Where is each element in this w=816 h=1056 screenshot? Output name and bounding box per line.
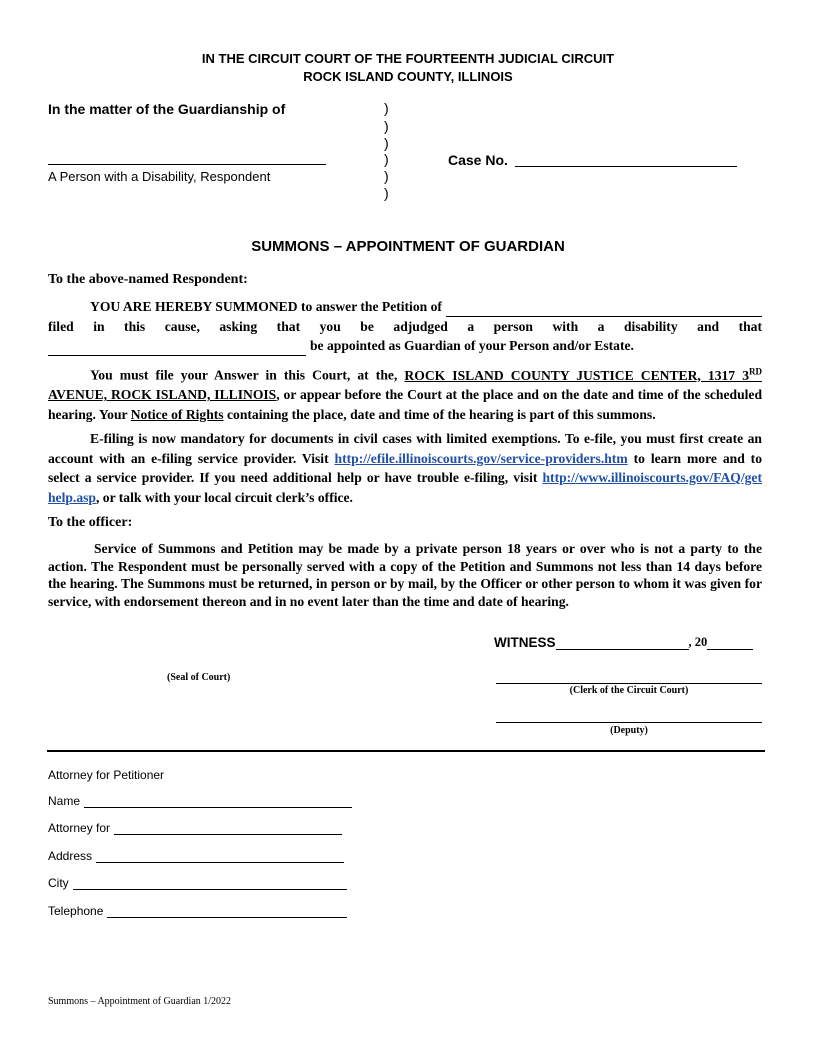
appear-text: , or appear before the Court at the place and on the date and time of the scheduled hearing. Your (48, 387, 762, 422)
caption-paren: ) (384, 168, 389, 184)
name-field[interactable] (84, 795, 352, 808)
attorney-for-field[interactable] (114, 822, 342, 835)
address-row (48, 849, 344, 863)
attorney-for-row (48, 821, 342, 835)
filed-text: filed in this cause, asking that you be adjudged a person with a disability and that (48, 318, 762, 334)
section-divider (47, 750, 765, 752)
name-label: Name (48, 794, 81, 808)
matter-label: In the matter of the Guardianship of (48, 101, 286, 117)
paragraph-efiling (48, 429, 762, 507)
telephone-label: Telephone (48, 904, 104, 918)
document-title: SUMMONS – APPOINTMENT OF GUARDIAN (251, 238, 565, 255)
clerk-signature-line[interactable] (496, 683, 762, 684)
notice-of-rights: Notice of Rights (130, 406, 224, 422)
caption-paren: ) (384, 151, 389, 167)
city-label: City (48, 876, 69, 890)
salutation: To the above-named Respondent: (48, 272, 248, 287)
respondent-label: A Person with a Disability, Respondent (48, 169, 271, 184)
form-footer: Summons – Appointment of Guardian 1/2022 (48, 996, 232, 1007)
summoned-text: YOU ARE HEREBY SUMMONED to answer the Petition of (90, 299, 442, 314)
guardian-name-field[interactable] (48, 341, 306, 356)
attorney-name-row (48, 794, 352, 808)
caption-paren: ) (384, 118, 389, 134)
efiling-text: E-filing is now mandatory for documents in civil cases with limited exemptions. To e-file, you must first create an account with an e-filing service provider. Visit (48, 431, 762, 466)
paragraph-summoned (48, 297, 762, 356)
telephone-field[interactable] (107, 905, 347, 918)
court-name: IN THE CIRCUIT COURT OF THE FOURTEENTH JUDICIAL CIRCUIT (201, 51, 615, 66)
witness-line (494, 635, 753, 650)
petitioner-name-field[interactable] (446, 302, 762, 317)
county-name: ROCK ISLAND COUNTY, ILLINOIS (303, 69, 513, 84)
efiling-text-2: to learn more and to select a service provider. If you need additional help or have trouble e-filing, visit (48, 450, 762, 485)
attorney-heading: Attorney for Petitioner (48, 768, 165, 782)
deputy-signature-line[interactable] (496, 722, 762, 723)
notice-text: containing the place, date and time of the hearing is part of this summons. (227, 406, 656, 422)
seal-label: (Seal of Court) (167, 672, 231, 683)
case-no-label: Case No. (448, 152, 508, 168)
deputy-label: (Deputy) (610, 725, 648, 736)
city-field[interactable] (73, 877, 347, 890)
caption-paren: ) (384, 135, 389, 151)
city-row (48, 876, 347, 890)
faq-help-link[interactable]: http://www.illinoiscourts.gov/FAQ/get help.asp (48, 470, 762, 505)
attorney-for-label: Attorney for (48, 821, 111, 835)
case-no-field[interactable] (515, 166, 737, 167)
telephone-row (48, 904, 347, 918)
caption-paren: ) (384, 185, 389, 201)
paragraph-answer (48, 362, 762, 424)
address-line-1: ROCK ISLAND COUNTY JUSTICE CENTER, 1317 3 (404, 367, 749, 383)
witness-date-field[interactable] (556, 637, 689, 650)
efiling-text-3: , or talk with your local circuit clerk’s office. (95, 489, 353, 505)
respondent-name-line[interactable] (48, 164, 326, 165)
year-prefix: , 20 (688, 635, 708, 649)
paragraph-service: Service of Summons and Petition may be made by a private person 18 years or over who is not a party to the action. The Respondent must be personally served with a copy of the Petition and Summons not less than 14 days before the hearing. The Summons must be returned, in person or by mail, by the Officer or other person to whom it was given for service, with endorsement thereon and in no event later than the time and date of hearing. (48, 541, 762, 609)
address-line-2: AVENUE, ROCK ISLAND, ILLINOIS (48, 387, 277, 403)
appointed-text: be appointed as Guardian of your Person and/or Estate. (310, 338, 634, 353)
answer-text: You must file your Answer in this Court, at the, (90, 367, 398, 383)
efile-providers-link[interactable]: http://efile.illinoiscourts.gov/service-providers.htm (334, 450, 628, 466)
officer-heading: To the officer: (48, 515, 133, 530)
witness-year-field[interactable] (707, 637, 753, 650)
ordinal-suffix: RD (749, 366, 762, 376)
caption-paren: ) (384, 100, 389, 116)
witness-label: WITNESS (494, 635, 556, 650)
address-field[interactable] (96, 850, 344, 863)
clerk-label: (Clerk of the Circuit Court) (569, 685, 689, 696)
address-label: Address (48, 849, 93, 863)
